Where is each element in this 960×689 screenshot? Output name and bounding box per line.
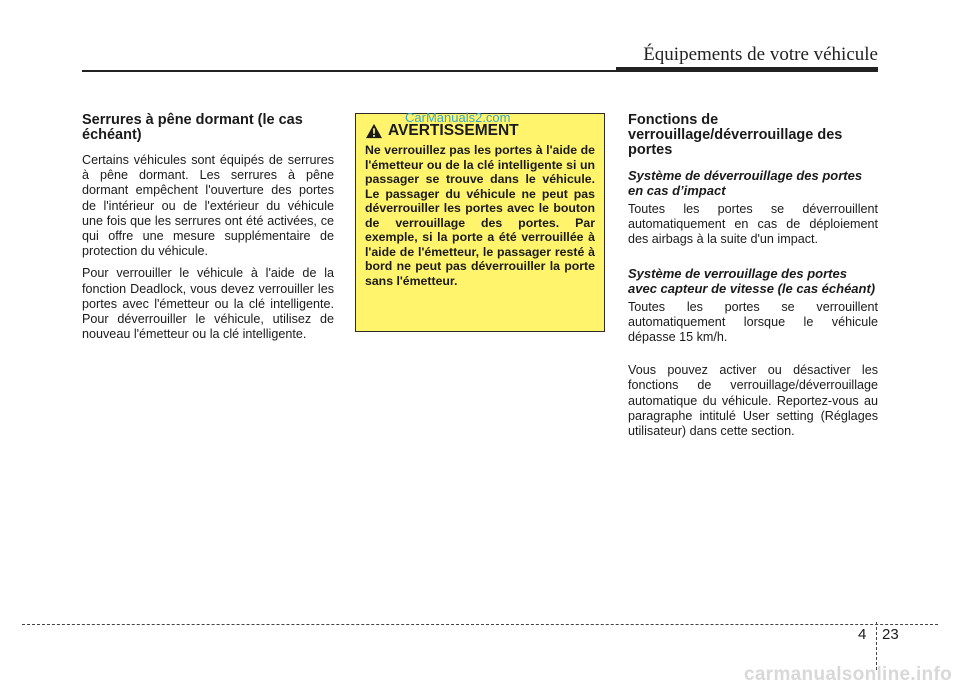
deadlock-paragraph-2: Pour verrouiller le véhicule à l'aide de la fonction Deadlock, vous devez verrouiller les portes avec l'émetteur ou la clé intelligente. Pour déverrouiller le véhicule, utilisez de nouveau l'émetteur ou la clé intelligente. xyxy=(82,266,334,342)
chapter-number: 4 xyxy=(858,626,867,643)
lock-functions-heading: Fonctions de verrouillage/déverrouillage des portes xyxy=(628,112,843,158)
deadlock-heading: Serrures à pêne dormant (le cas échéant) xyxy=(82,112,303,143)
footer-dashed-divider xyxy=(876,622,877,670)
lock-functions-section xyxy=(628,113,878,446)
speed-lock-subheading: Système de verrouillage des portes avec capteur de vitesse (le cas échéant) xyxy=(628,265,876,296)
header-rule-accent xyxy=(616,67,878,72)
warning-box xyxy=(355,113,605,332)
user-setting-paragraph: Vous pouvez activer ou désactiver les fonctions de verrouillage/déverrouillage automatique du véhicule. Reportez-vous au paragraphe intitulé User setting (Réglages utilisateur) dans cette section. xyxy=(628,363,878,439)
footer-dashed-rule xyxy=(22,624,938,625)
deadlock-section xyxy=(82,113,334,349)
page-number: 23 xyxy=(882,626,899,643)
speed-lock-paragraph: Toutes les portes se verrouillent automatiquement lorsque le véhicule dépasse 15 km/h. xyxy=(628,299,878,345)
deadlock-paragraph-1: Certains véhicules sont équipés de serrures à pêne dormant. Les serrures à pêne dormant empêchent l'ouverture des portes de l'intérieur ou de l'extérieur du véhicule une fois que les serrures ont été activées, ce qui offre une mesure supplémentaire de protection du véhicule. xyxy=(82,153,334,259)
page-header-title: Équipements de votre véhicule xyxy=(643,44,878,65)
warning-triangle-icon xyxy=(365,123,383,139)
impact-unlock-subheading: Système de déverrouillage des portes en cas d’impact xyxy=(628,168,863,198)
warning-text: Ne verrouillez pas les portes à l'aide de l'émetteur ou de la clé intelligente si un passager se trouve dans le véhicule. Le passager du véhicule ne peut pas déverrouiller les portes avec le bouton de verrouillage des portes. Par exemple, si la porte a été verrouillée à l'aide de l'émetteur, le passager resté à bord ne peut pas déverrouiller la porte sans l'émetteur. xyxy=(365,143,595,288)
warning-title: AVERTISSEMENT xyxy=(388,122,519,139)
impact-unlock-paragraph: Toutes les portes se déverrouillent automatiquement en cas de déploiement des airbags à la suite d'un impact. xyxy=(628,202,878,247)
site-watermark: CarManuals2.com xyxy=(405,110,511,125)
footer-watermark: carmanualsonline.info xyxy=(744,664,952,685)
